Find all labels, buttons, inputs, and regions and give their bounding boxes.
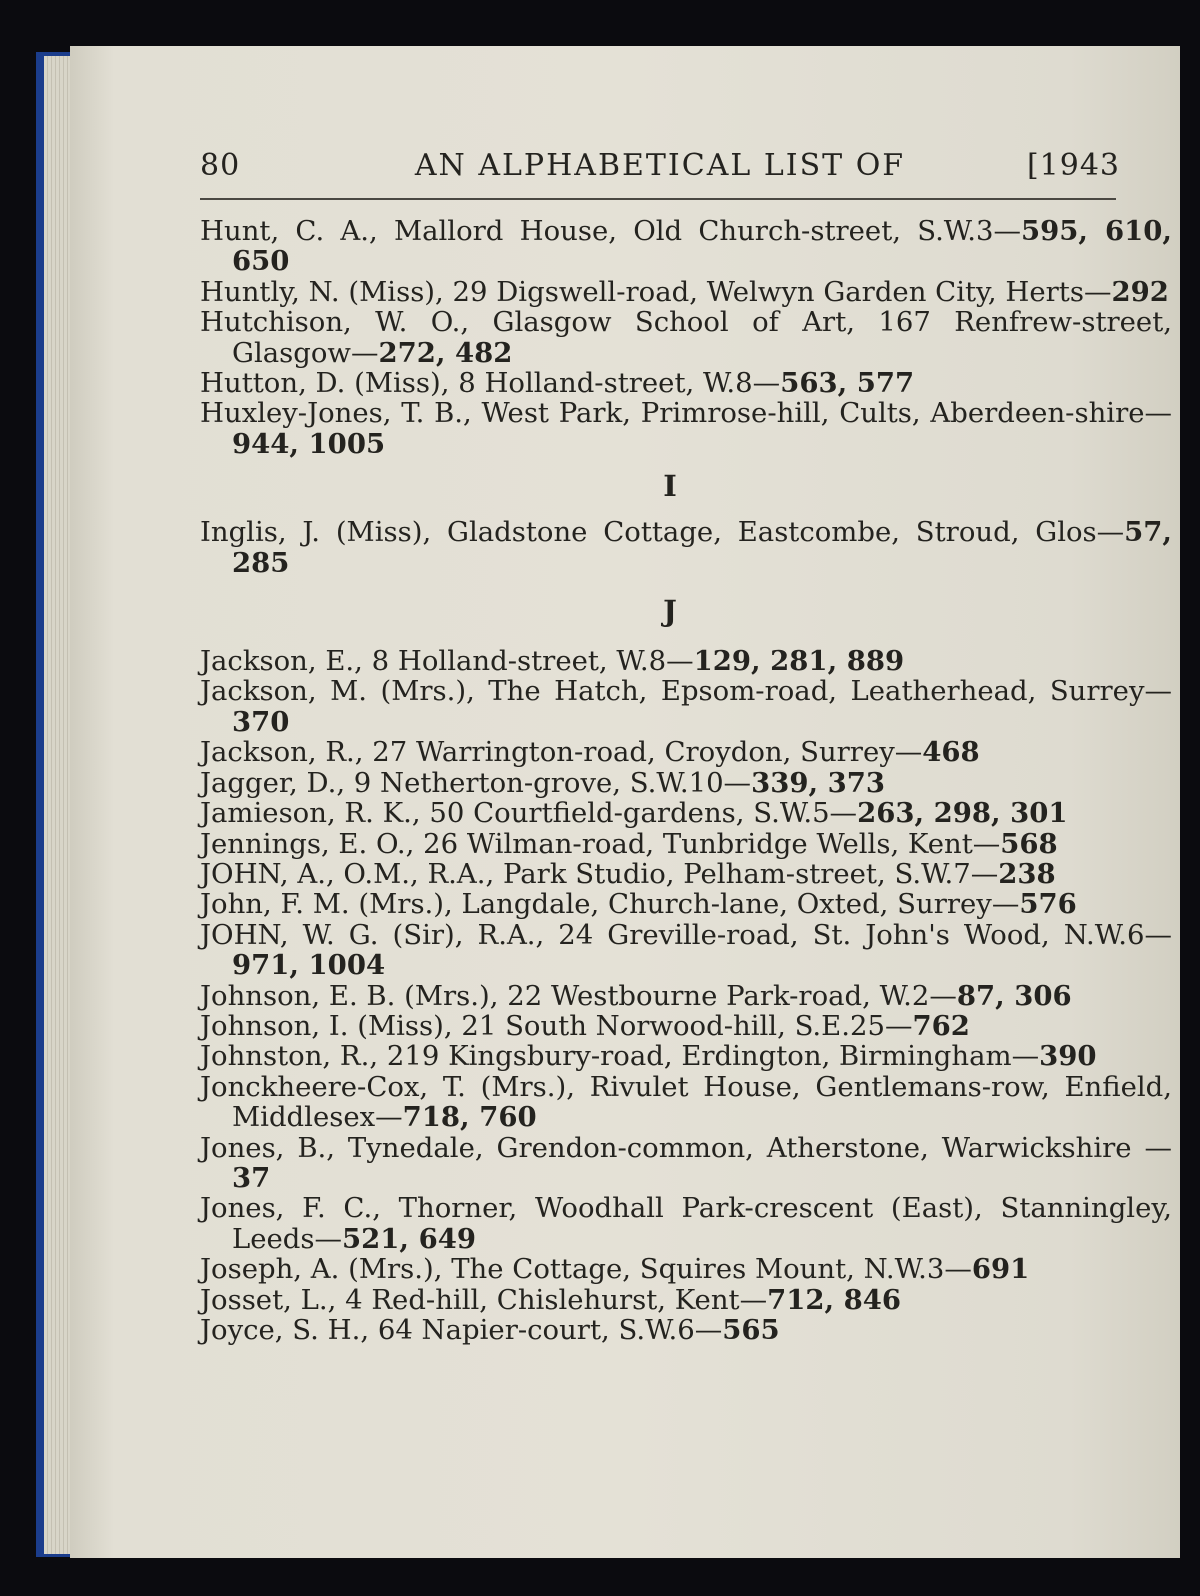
entry-numbers: 576 xyxy=(1019,888,1077,921)
entry-numbers: 712, 846 xyxy=(767,1283,902,1316)
entry-numbers: 272, 482 xyxy=(378,336,513,369)
entry-text: John, F. M. (Mrs.), Langdale, Church-lane, Oxted, Surrey— xyxy=(200,888,1020,921)
directory-entry xyxy=(200,1041,1172,1071)
entry-numbers: 468 xyxy=(922,736,980,769)
entry-numbers: 971, 1004 xyxy=(232,949,386,982)
entry-numbers: 565 xyxy=(722,1314,780,1346)
entry-text: Jamieson, R. K., 50 Courtfield-gardens, S.W.5— xyxy=(200,797,858,830)
entry-text: Jackson, R., 27 Warrington-road, Croydon, Surrey— xyxy=(200,736,923,769)
entry-text: Jennings, E. O., 26 Wilman-road, Tunbridge Wells, Kent— xyxy=(200,827,1001,860)
directory-entry xyxy=(200,981,1172,1011)
entry-text: JOHN, A., O.M., R.A., Park Studio, Pelham-street, S.W.7— xyxy=(200,857,999,890)
section-j xyxy=(200,645,1172,1346)
entry-text: Hutchison, W. O., Glasgow School of Art, 167 Renfrew-street, Glasgow— xyxy=(200,306,1172,369)
entry-numbers: 390 xyxy=(1039,1040,1097,1073)
running-header xyxy=(200,146,1160,190)
directory-entry xyxy=(200,1193,1172,1254)
entry-text: Jonckheere-Cox, T. (Mrs.), Rivulet House, Gentlemans-row, Enfield, Middlesex— xyxy=(200,1070,1172,1134)
header-title: AN ALPHABETICAL LIST OF xyxy=(414,148,906,183)
entry-numbers: 87, 306 xyxy=(956,979,1072,1012)
entry-numbers: 238 xyxy=(998,857,1056,890)
directory-entry xyxy=(200,646,1172,676)
entry-numbers: 568 xyxy=(1000,827,1058,860)
entry-numbers: 57, 285 xyxy=(232,516,1172,579)
directory-entry xyxy=(200,307,1172,368)
entry-numbers: 595, 610, 650 xyxy=(232,215,1173,278)
directory-entry xyxy=(200,1011,1172,1041)
entry-numbers: 129, 281, 889 xyxy=(693,645,905,678)
directory-entry xyxy=(200,1315,1172,1345)
directory-entry xyxy=(200,1072,1172,1133)
entries-list xyxy=(200,215,1173,1346)
entry-text: Johnson, E. B. (Mrs.), 22 Westbourne Park-road, W.2— xyxy=(200,979,957,1012)
entry-text: Jones, B., Tynedale, Grendon-common, Atherstone, Warwickshire — xyxy=(200,1131,1172,1164)
page-content xyxy=(200,146,1160,190)
directory-entry xyxy=(200,216,1172,277)
entry-text: Johnston, R., 219 Kingsbury-road, Erdington, Birmingham— xyxy=(200,1040,1040,1073)
entry-numbers: 37 xyxy=(232,1161,271,1194)
directory-entry xyxy=(200,676,1172,737)
directory-entry xyxy=(200,1254,1172,1284)
section-letter-i: I xyxy=(663,469,677,504)
section-letter-j: J xyxy=(663,594,677,629)
entry-text: Jackson, M. (Mrs.), The Hatch, Epsom-road, Leatherhead, Surrey— xyxy=(200,675,1172,708)
entry-numbers: 339, 373 xyxy=(751,766,886,799)
entry-numbers: 563, 577 xyxy=(780,367,915,400)
entry-numbers: 292 xyxy=(1111,275,1169,308)
entry-numbers: 263, 298, 301 xyxy=(857,797,1068,830)
entry-text: Joseph, A. (Mrs.), The Cottage, Squires Mount, N.W.3— xyxy=(200,1253,972,1286)
entry-text: Josset, L., 4 Red-hill, Chislehurst, Kent— xyxy=(200,1283,768,1316)
entry-numbers: 691 xyxy=(971,1253,1030,1286)
entry-text: Jackson, E., 8 Holland-street, W.8— xyxy=(200,645,694,678)
entry-text: Johnson, I. (Miss), 21 South Norwood-hill, S.E.25— xyxy=(200,1009,913,1042)
entry-text: Jagger, D., 9 Netherton-grove, S.W.10— xyxy=(200,766,752,799)
entry-text: Jones, F. C., Thorner, Woodhall Park-crescent (East), Stanningley, Leeds— xyxy=(200,1192,1172,1255)
entry-text: Hutton, D. (Miss), 8 Holland-street, W.8— xyxy=(200,367,781,400)
page-number: 80 xyxy=(200,148,241,183)
entry-numbers: 944, 1005 xyxy=(232,427,386,460)
directory-entry xyxy=(200,1285,1172,1315)
directory-entry xyxy=(200,829,1172,859)
entry-numbers: 521, 649 xyxy=(342,1222,476,1255)
directory-entry xyxy=(200,768,1172,798)
directory-entry xyxy=(200,398,1172,459)
entry-text: Inglis, J. (Miss), Gladstone Cottage, Eastcombe, Stroud, Glos— xyxy=(200,516,1125,549)
section-h xyxy=(200,215,1173,460)
header-year: [1943 xyxy=(1026,148,1120,183)
entry-text: Huxley-Jones, T. B., West Park, Primrose-hill, Cults, Aberdeen-shire— xyxy=(200,397,1172,430)
header-rule xyxy=(200,198,1116,200)
directory-entry xyxy=(200,517,1172,578)
directory-entry xyxy=(200,1133,1172,1194)
entry-numbers: 718, 760 xyxy=(402,1101,537,1134)
directory-entry xyxy=(200,920,1172,981)
entry-text: Hunt, C. A., Mallord House, Old Church-street, S.W.3— xyxy=(200,215,1022,247)
directory-entry xyxy=(200,737,1172,767)
entry-numbers: 762 xyxy=(912,1009,970,1042)
directory-entry xyxy=(200,368,1172,398)
section-i xyxy=(200,516,1172,579)
directory-entry xyxy=(200,889,1172,919)
entry-numbers: 370 xyxy=(232,705,290,738)
entry-text: Huntly, N. (Miss), 29 Digswell-road, Welwyn Garden City, Herts— xyxy=(200,275,1112,308)
entry-text: Joyce, S. H., 64 Napier-court, S.W.6— xyxy=(200,1314,723,1346)
directory-entry xyxy=(200,277,1172,307)
directory-entry xyxy=(200,798,1172,828)
directory-entry xyxy=(200,859,1172,889)
entry-text: JOHN, W. G. (Sir), R.A., 24 Greville-road, St. John's Wood, N.W.6— xyxy=(200,918,1172,951)
